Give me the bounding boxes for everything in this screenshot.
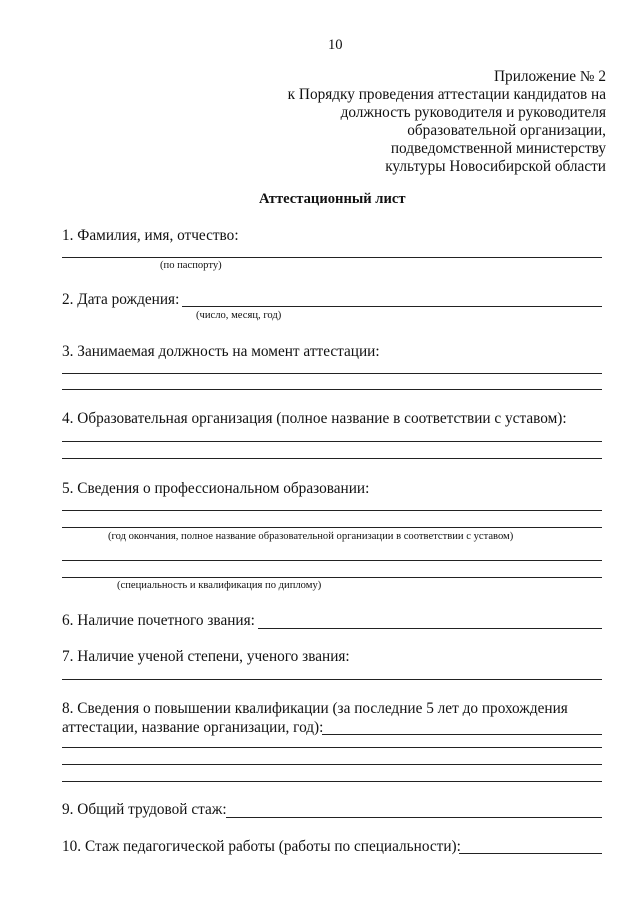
- field-label-qualification-2: аттестации, название организации, год):: [62, 719, 324, 736]
- field-label-honorary-title: 6. Наличие почетного звания:: [62, 612, 255, 629]
- appendix-line-3: должность руководителя и руководителя: [340, 104, 606, 121]
- field-line-qualification-2[interactable]: [62, 747, 602, 748]
- field-line-position-2[interactable]: [62, 389, 602, 390]
- field-line-total-experience[interactable]: [226, 817, 602, 818]
- field-label-organization: 4. Образовательная организация (полное название в соответствии с уставом):: [62, 410, 567, 427]
- field-line-qualification-1[interactable]: [322, 734, 602, 735]
- field-label-qualification-1: 8. Сведения о повышении квалификации (за последние 5 лет до прохождения: [62, 700, 568, 717]
- field-line-organization-1[interactable]: [62, 441, 602, 442]
- field-line-honorary-title[interactable]: [258, 628, 602, 629]
- field-label-education: 5. Сведения о профессиональном образовании:: [62, 480, 370, 497]
- field-hint-education-1: (год окончания, полное название образовательной организации в соответствии с уставом): [108, 531, 514, 542]
- field-label-full-name: 1. Фамилия, имя, отчество:: [62, 227, 239, 244]
- field-line-position-1[interactable]: [62, 373, 602, 374]
- field-hint-full-name: (по паспорту): [160, 260, 222, 271]
- appendix-line-4: образовательной организации,: [407, 122, 606, 139]
- field-line-education-4[interactable]: [62, 577, 602, 578]
- field-line-education-3[interactable]: [62, 560, 602, 561]
- field-line-birth-date[interactable]: [182, 306, 602, 307]
- field-line-academic-degree[interactable]: [62, 679, 602, 680]
- field-line-qualification-4[interactable]: [62, 781, 602, 782]
- field-hint-education-2: (специальность и квалификация по диплому): [117, 580, 322, 591]
- field-line-teaching-experience[interactable]: [459, 853, 602, 854]
- page-number: 10: [328, 37, 343, 53]
- field-line-organization-2[interactable]: [62, 458, 602, 459]
- document-title: Аттестационный лист: [259, 191, 406, 207]
- field-label-birth-date: 2. Дата рождения:: [62, 291, 180, 308]
- field-line-education-2[interactable]: [62, 527, 602, 528]
- field-label-academic-degree: 7. Наличие ученой степени, ученого звания:: [62, 648, 350, 665]
- field-line-qualification-3[interactable]: [62, 764, 602, 765]
- field-hint-birth-date: (число, месяц, год): [196, 310, 282, 321]
- appendix-line-5: подведомственной министерству: [390, 140, 606, 157]
- field-label-teaching-experience: 10. Стаж педагогической работы (работы по специальности):: [62, 838, 461, 855]
- field-label-total-experience: 9. Общий трудовой стаж:: [62, 801, 227, 818]
- appendix-line-1: Приложение № 2: [494, 68, 606, 85]
- appendix-line-2: к Порядку проведения аттестации кандидатов на: [287, 86, 606, 103]
- field-line-education-1[interactable]: [62, 510, 602, 511]
- field-line-full-name[interactable]: [62, 257, 602, 258]
- appendix-line-6: культуры Новосибирской области: [385, 158, 606, 175]
- field-label-position: 3. Занимаемая должность на момент аттестации:: [62, 343, 380, 360]
